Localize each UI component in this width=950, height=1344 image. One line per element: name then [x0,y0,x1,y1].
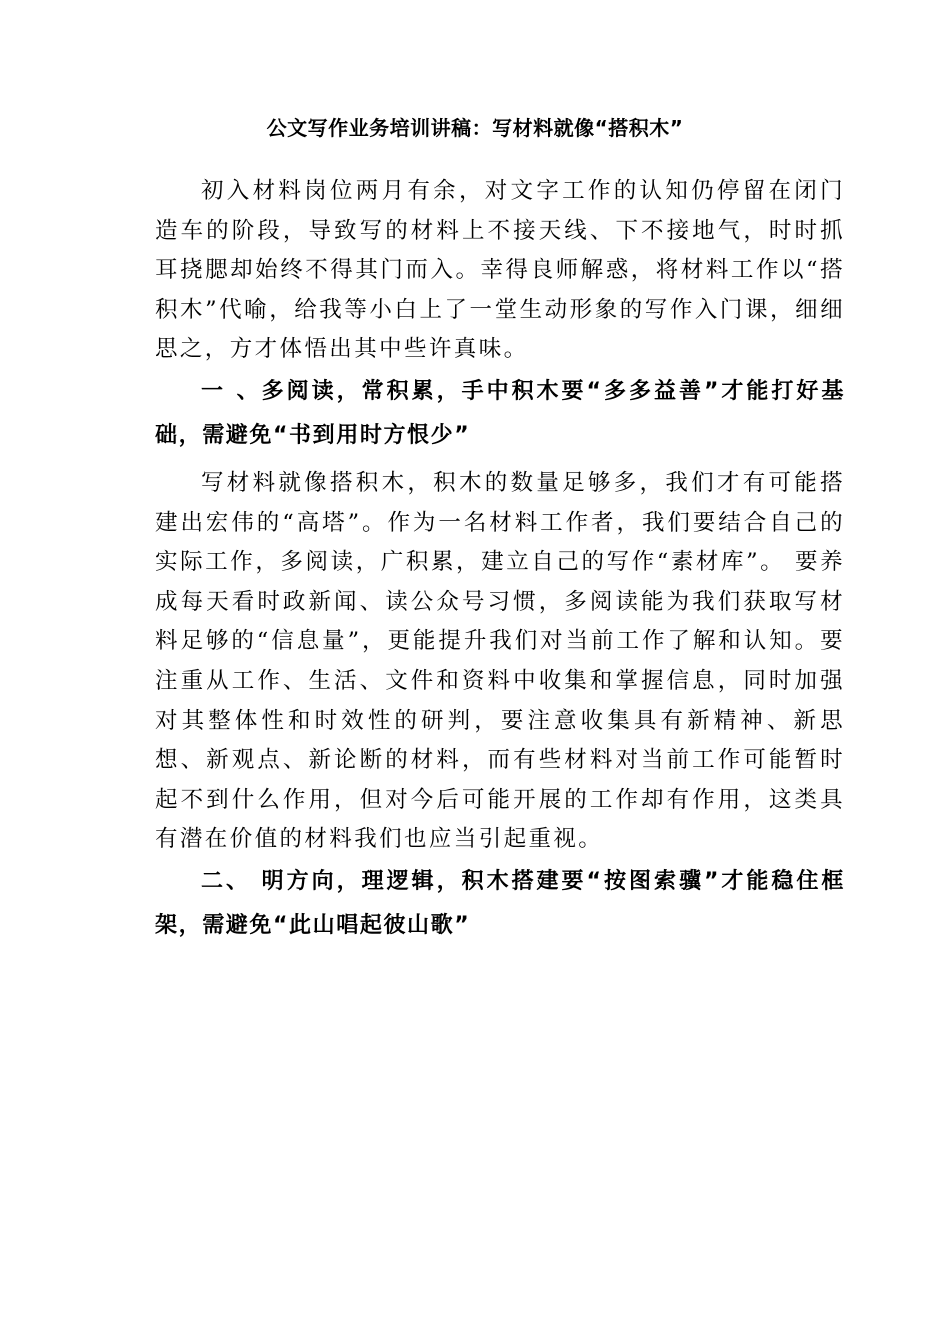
section-1-paragraph: 写材料就像搭积木，积木的数量足够多，我们才有可能搭建出宏伟的“高塔”。作为一名材料工作者，我们要结合自己的实际工作，多阅读，广积累，建立自己的写作“素材库”。 要养成每天看时政新闻、读公众号习惯，多阅读能为我们获取写材料足够的“信息量”，更能提升我们对当前工作了解和认知。要注重从工作、生活、文件和资料中收集和掌握信息，同时加强对其整体性和时效性的研判，要注意收集具有新精神、新思想、新观点、新论断的材料，而有些材料对当前工作可能暂时起不到什么作用，但对今后可能开展的工作却有作用，这类具有潜在价值的材料我们也应当引起重视。 [155,469,845,853]
intro-paragraph: 初入材料岗位两月有余，对文字工作的认知仍停留在闭门造车的阶段，导致写的材料上不接天线、下不接地气，时时抓耳挠腮却始终不得其门而入。幸得良师解惑，将材料工作以“搭积木”代喻，给我等小白上了一堂生动形象的写作入门课，细细思之，方才体悟出其中些许真味。 [155,178,845,363]
section-heading-2: 二、 明方向，理逻辑，积木搭建要“按图索骥”才能稳住框架，需避免“此山唱起彼山歌” [155,868,845,938]
document-body [155,172,845,948]
document-title: 公文写作业务培训讲稿：写材料就像“搭积木” [266,116,684,140]
section-heading-1: 一 、多阅读，常积累，手中积木要“多多益善”才能打好基础，需避免“书到用时方恨少” [155,378,845,448]
